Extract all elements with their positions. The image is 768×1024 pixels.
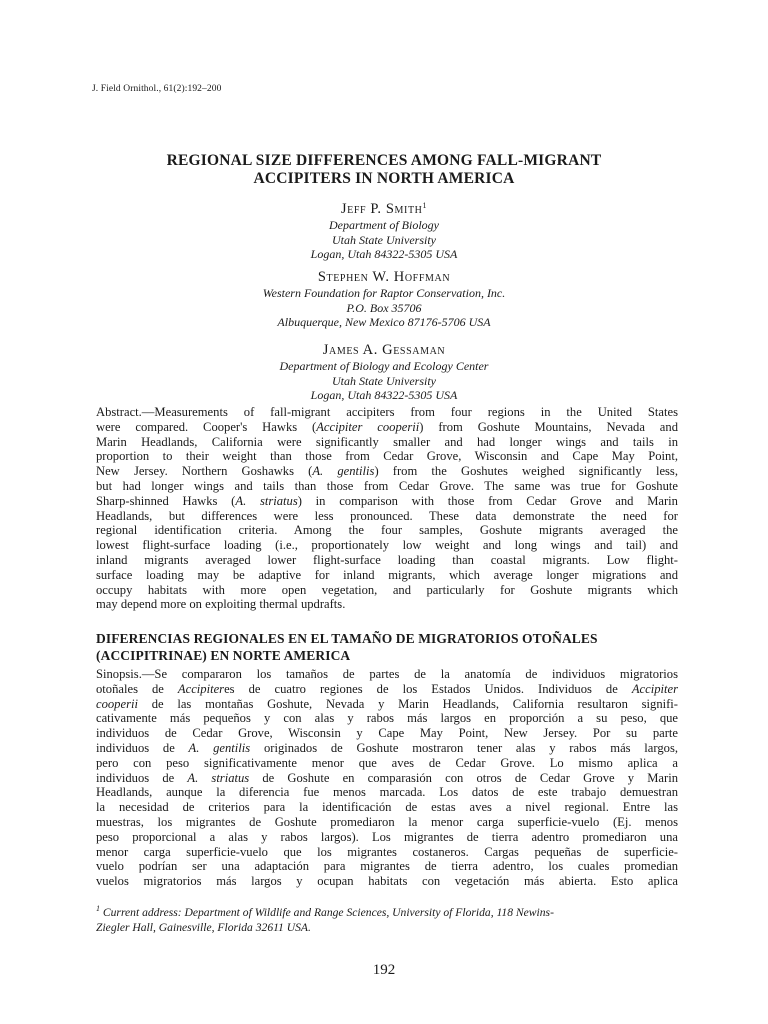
sinopsis-line: muestras, los migrantes de Goshute promediaron la menor carga superficie-vuelo (Ej. menos bbox=[96, 814, 678, 829]
affiliation-line: Utah State University bbox=[332, 232, 436, 247]
abstract-line: New Jersey. Northern Goshawks (A. gentilis) from the Goshutes weighed significantly less, bbox=[96, 464, 678, 479]
affiliation-line: Albuquerque, New Mexico 87176-5706 USA bbox=[277, 315, 491, 330]
footnote-line: Ziegler Hall, Gainesville, Florida 32611 USA. bbox=[96, 921, 311, 934]
author-name: Jeff P. Smith$^1$ bbox=[340, 201, 428, 217]
sinopsis-line: peso proporcional a alas y rabos largos). Los migrantes de tierra adentro promediaron una bbox=[96, 829, 678, 844]
sinopsis-line: individuos de Cedar Grove, Wisconsin y Cape May Point, New Jersey. Por su parte bbox=[96, 726, 678, 741]
sinopsis-line: cooperii de las montañas Goshute, Nevada y Marin Headlands, California resultaron signifi- bbox=[96, 696, 678, 711]
sinopsis-line: otoñales de Accipiteres de cuatro regiones de los Estados Unidos. Individuos de Accipiter bbox=[96, 681, 679, 696]
author-name: Stephen W. Hoffman bbox=[317, 269, 451, 285]
sinopsis-line: vuelo podrían ser una adaptación para migrantes de tierra adentro, los cuales promedian bbox=[96, 859, 678, 874]
sinopsis-line: la necesidad de criterios para la identificación de estas aves a nivel regional. Entre las bbox=[96, 800, 678, 815]
abstract-line: surface loading may be adaptive for inland migrants, which average longer migrations and bbox=[96, 567, 678, 582]
abstract-line: Marin Headlands, California were significantly smaller and had longer wings and tails in bbox=[96, 434, 678, 449]
spanish-title bbox=[96, 631, 686, 664]
affiliation-line: Logan, Utah 84322-5305 USA bbox=[310, 247, 458, 262]
sinopsis-line: individuos de A. gentilis originados de Goshute mostraron tener alas y rabos más largos, bbox=[96, 740, 678, 755]
running-head: J. Field Ornithol., 61(2):192–200 bbox=[92, 84, 222, 94]
affiliation-line: Logan, Utah 84322-5305 USA bbox=[310, 388, 458, 403]
footnote-mark: 1 bbox=[422, 201, 428, 210]
article-title bbox=[0, 152, 768, 188]
abstract-line: were compared. Cooper's Hawks (Accipiter cooperii) from Goshute Mountains, Nevada and bbox=[96, 419, 678, 434]
sinopsis-line: vuelos migratorios más largos y ocupan habitats con vegetación más abierta. Esto aplica bbox=[96, 874, 678, 889]
abstract-line: may depend more on exploiting thermal updrafts. bbox=[96, 597, 346, 612]
author-name: James A. Gessaman bbox=[322, 342, 446, 358]
affiliation-line: P.O. Box 35706 bbox=[346, 300, 422, 315]
sinopsis-line: cativamente más pequeños y con alas y rabos más largos en proporción a su peso, que bbox=[96, 711, 678, 726]
sinopsis-line: Headlands, aunque la diferencia fue menos marcada. Los datos de este trabajo demuestran bbox=[96, 785, 678, 800]
sinopsis-line: menor carga superficie-vuelo que los migrantes costaneros. Cargas pequeñas de superficie- bbox=[96, 844, 678, 859]
abstract-line: Sharp-shinned Hawks (A. striatus) in comparison with those from Cedar Grove and Marin bbox=[96, 493, 678, 508]
author-block-gessaman bbox=[0, 341, 768, 403]
affiliation-line: Department of Biology bbox=[329, 218, 439, 232]
footnote-mark: 1 bbox=[96, 904, 100, 913]
abstract-line: lowest flight-surface loading (i.e., proportionately low weight and long wings and tail) and bbox=[96, 538, 678, 553]
author-block-hoffman bbox=[0, 268, 768, 330]
abstract-line: occupy habitats with more open vegetation, and particularly for Goshute migrants which bbox=[96, 582, 678, 597]
author-block-smith bbox=[0, 197, 768, 262]
abstract-line: inland migrants averaged lower flight-surface loading than coastal migrants. Low flight- bbox=[96, 552, 678, 567]
title-line: REGIONAL SIZE DIFFERENCES AMONG FALL-MIGRANT bbox=[166, 152, 602, 169]
spanish-title-line: (ACCIPITRINAE) EN NORTE AMERICA bbox=[96, 647, 351, 663]
affiliation-line: Western Foundation for Raptor Conservation, Inc. bbox=[262, 286, 506, 300]
affiliation-line: Department of Biology and Ecology Center bbox=[279, 359, 489, 373]
footnote bbox=[96, 901, 678, 935]
abstract-line: proportion to their weight than those from Cedar Grove, Wisconsin and Cape May Point, bbox=[96, 449, 678, 464]
title-line: ACCIPITERS IN NORTH AMERICA bbox=[253, 170, 515, 187]
abstract-line: but had longer wings and tails than those from Cedar Grove. The same was true for Goshute bbox=[96, 478, 678, 493]
abstract-line: regional identification criteria. Among the four samples, Goshute migrants averaged the bbox=[96, 523, 678, 538]
sinopsis-line: Sinopsis.—Se compararon los tamaños de partes de la anatomía de individuos migratorios bbox=[96, 667, 678, 681]
sinopsis bbox=[96, 667, 678, 889]
sinopsis-line: individuos de A. striatus de Goshute en comparasión con otros de Cedar Grove y Marin bbox=[96, 770, 678, 785]
page-number: 192 bbox=[372, 962, 396, 978]
spanish-title-line: DIFERENCIAS REGIONALES EN EL TAMAÑO DE MIGRATORIOS OTOÑALES bbox=[96, 631, 598, 646]
abstract-line: Headlands, but differences were less pronounced. These data demonstrate the need for bbox=[96, 508, 678, 523]
affiliation-line: Utah State University bbox=[332, 373, 436, 388]
footnote-line: $^1$ Current address: Department of Wildlife and Range Sciences, University of Florida, 118 Newins- bbox=[96, 904, 554, 919]
abstract-line: Abstract.—Measurements of fall-migrant accipiters from four regions in the United States bbox=[96, 405, 678, 419]
sinopsis-line: pero con peso significativamente menor que aves de Cedar Grove. Lo mismo aplica a bbox=[96, 755, 678, 770]
abstract bbox=[96, 405, 678, 612]
